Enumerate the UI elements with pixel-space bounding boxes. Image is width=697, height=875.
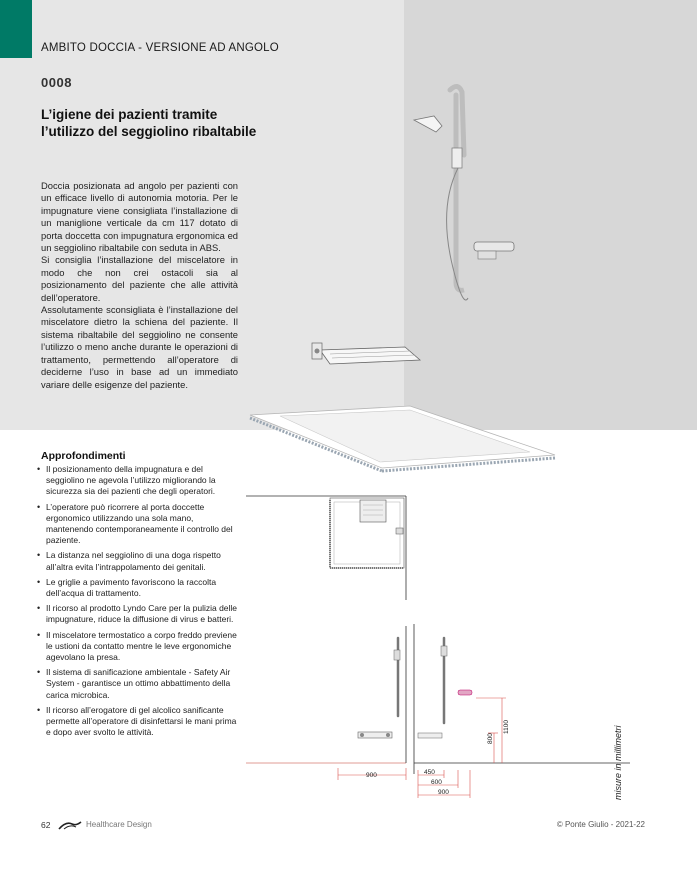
shower-corner-illustration [230, 60, 697, 480]
technical-drawing [238, 488, 638, 808]
dim-900-right: 900 [438, 789, 449, 796]
units-note: misure in millimetri [613, 725, 623, 800]
shower-head-icon [414, 116, 442, 132]
list-item: • Il sistema di sanificazione ambientale - Safety Air System - garantisce un ottimo abbattimento della carica microbica. [36, 667, 238, 701]
description-paragraph-2: Si consiglia l’installazione del miscelatore in modo che non crei ostacoli sia al posizionamento del paziente che alle attività dell’operatore. [41, 254, 238, 303]
list-item: • L’operatore può ricorrere al porta doccette ergonomico utilizzando una sola mano, mantenendo contemporaneamente il controllo del paziente. [36, 502, 238, 547]
page-number: 62 [41, 820, 51, 830]
list-item: • Il ricorso all’erogatore di gel alcolico sanificante permette all’operatore di disinfettarsi le mani prima e dopo aver svolto le attività. [36, 705, 238, 739]
dim-600: 600 [431, 779, 442, 786]
description-paragraph-3: Assolutamente sconsigliata è l’installazione del miscelatore dietro la schiena del paziente. Il sistema ribaltabile del seggiolino ne consente l’utilizzo o meno anche durante le operazioni di trattamento, permettendo all’operatore di deciderne l’uso in base ad un immediato variare delle esigenze del paziente. [41, 304, 238, 390]
dim-450: 450 [424, 769, 435, 776]
approfondimenti-title: Approfondimenti [41, 450, 126, 462]
section-color-tab [0, 0, 32, 58]
page-headline: L’igiene dei pazienti tramite l’utilizzo del seggiolino ribaltabile [41, 107, 257, 139]
elevation-seat-right [418, 733, 442, 738]
plan-seat [360, 500, 386, 522]
brand-logo-icon [58, 820, 82, 830]
list-item: • Il ricorso al prodotto Lyndo Care per la pulizia delle impugnature, riduce la diffusione di virus e batteri. [36, 603, 238, 625]
thermostatic-mixer [474, 242, 514, 251]
product-code: 0008 [41, 75, 72, 90]
dim-800: 800 [487, 733, 494, 744]
list-item: • Il miscelatore termostatico a corpo freddo previene le ustioni da contatto mentre le leve ergonomiche agevolano la presa. [36, 630, 238, 664]
gel-dispenser [458, 690, 472, 695]
section-title: AMBITO DOCCIA - VERSIONE AD ANGOLO [41, 42, 279, 54]
footer-copyright: © Ponte Giulio - 2021-22 [556, 820, 645, 829]
approfondimenti-list [36, 464, 238, 742]
description-text [41, 180, 238, 391]
description-paragraph-1: Doccia posizionata ad angolo per pazienti con un efficace livello di autonomia motoria. Per le impugnature viene consigliata l’installazione di un maniglione verticale da cm 117 dotato di porta doccetta con impugnatura ergonomica ed un seggiolino ribaltabile con seduta in ABS. [41, 180, 238, 254]
dim-900-left: 900 [366, 772, 377, 779]
list-item: • Il posizionamento della impugnatura e del seggiolino ne agevola l’utilizzo migliorando la sicurezza sia dei pazienti che degli operatori. [36, 464, 238, 498]
list-item: • Le griglie a pavimento favoriscono la raccolta dell’acqua di trattamento. [36, 577, 238, 599]
dim-1100: 1100 [503, 720, 510, 734]
footer-label: Healthcare Design [86, 820, 152, 829]
list-item: • La distanza nel seggiolino di una doga rispetto all’altra evita l’intrappolamento dei genitali. [36, 550, 238, 572]
